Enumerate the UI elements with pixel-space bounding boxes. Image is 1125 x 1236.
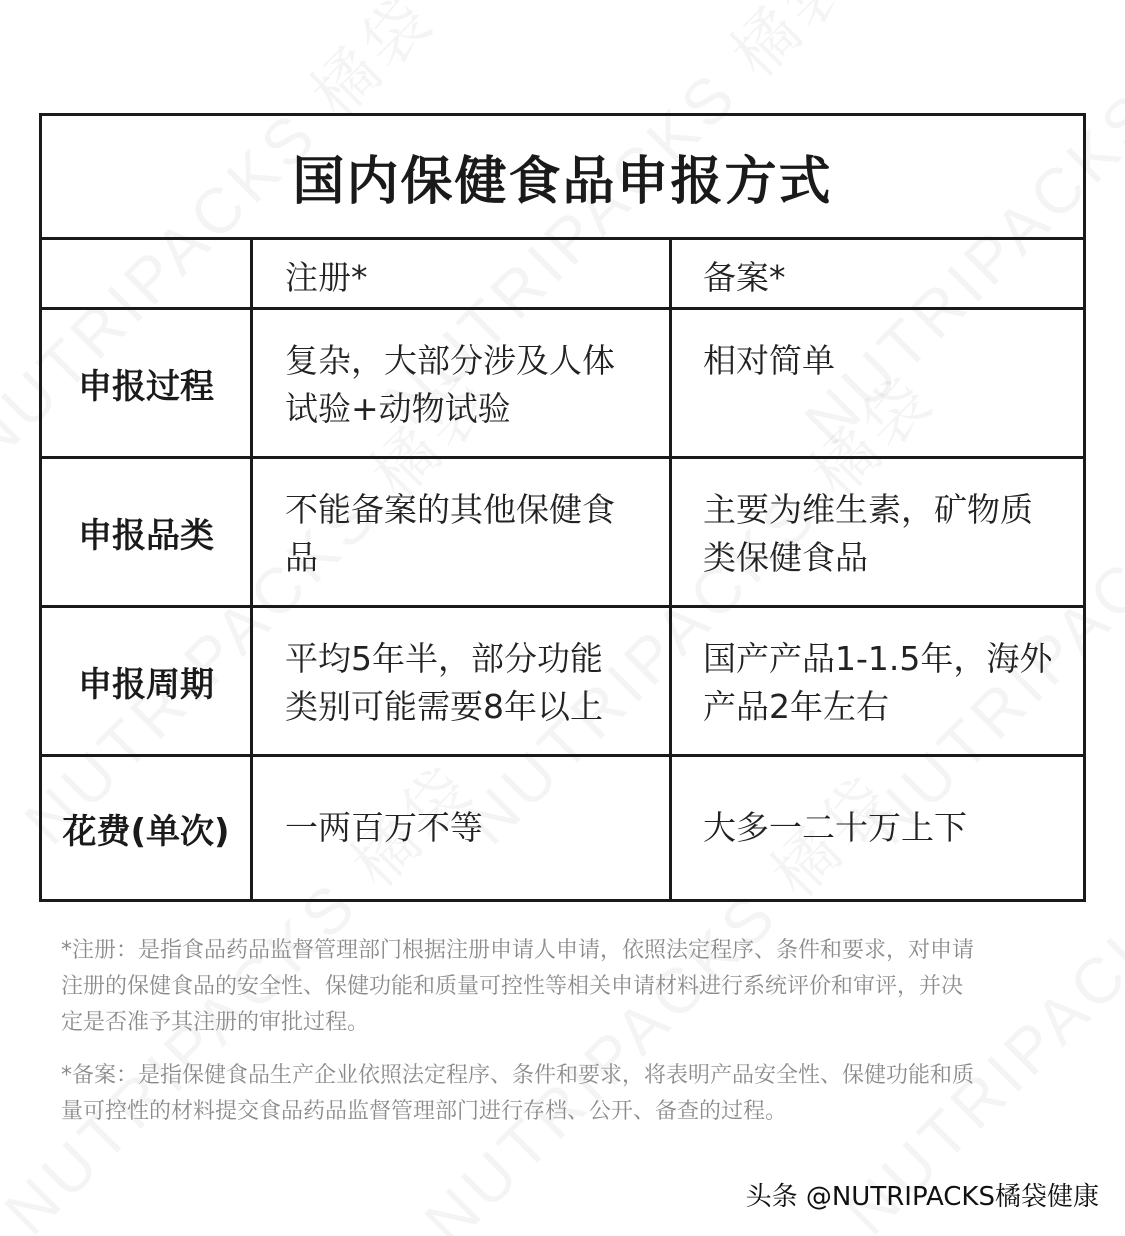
comparison-table: [39, 113, 1086, 902]
cell-line: 相对简单: [703, 341, 835, 380]
cell-text: [253, 608, 669, 731]
source-footer: 头条 @NUTRIPACKS橘袋健康: [745, 1182, 1099, 1212]
table-row: [42, 307, 1083, 456]
header-registration-cell: [250, 240, 669, 307]
cell-text: [672, 459, 1083, 582]
footnote-line: 量可控性的材料提交食品药品监督管理部门进行存档、公开、备查的过程。: [61, 1099, 788, 1124]
row-label: 申报品类: [78, 515, 214, 556]
cell-text: [253, 459, 669, 582]
cell-text: [253, 310, 669, 433]
row-label-cell: [42, 310, 250, 456]
row-label-cell: [42, 608, 250, 754]
table-header-row: [42, 237, 1083, 307]
header-empty-cell: [42, 240, 250, 307]
cell-line: 一两百万不等: [285, 808, 483, 847]
table-title: 国内保健食品申报方式: [292, 152, 833, 212]
registration-cell: [250, 310, 669, 456]
filing-cell: [669, 459, 1083, 605]
table-row: [42, 456, 1083, 605]
row-label: 申报过程: [78, 366, 214, 407]
filing-footnote: [61, 1058, 1071, 1130]
cell-line: 类保健食品: [703, 538, 868, 577]
cell-line: 平均5年半，部分功能: [285, 639, 603, 678]
cell-text: [672, 310, 1083, 385]
table-title-row: [42, 116, 1083, 237]
cell-line: 主要为维生素，矿物质: [703, 490, 1033, 529]
cell-line: 类别可能需要8年以上: [285, 687, 603, 726]
registration-cell: [250, 459, 669, 605]
cell-line: 不能备案的其他保健食: [285, 490, 615, 529]
cell-text: [672, 608, 1083, 731]
footnote-line: 注册的保健食品的安全性、保健功能和质量可控性等相关申请材料进行系统评价和审评，并决: [61, 974, 964, 999]
filing-cell: [669, 310, 1083, 456]
filing-cell: [669, 757, 1083, 899]
cell-line: 试验+动物试验: [285, 389, 511, 428]
table-row: [42, 605, 1083, 754]
cell-line: 大多一二十万上下: [703, 808, 967, 847]
registration-cell: [250, 608, 669, 754]
footnote-line: *注册：是指食品药品监督管理部门根据注册申请人申请，依照法定程序、条件和要求，对申请: [61, 938, 975, 963]
cell-text: [253, 804, 497, 852]
table-row: [42, 754, 1083, 899]
row-label-cell: [42, 459, 250, 605]
cell-line: 复杂，大部分涉及人体: [285, 341, 615, 380]
header-filing-cell: [669, 240, 1083, 307]
row-label: 申报周期: [78, 664, 214, 705]
cell-line: 国产产品1-1.5年，海外: [703, 639, 1053, 678]
registration-footnote: [61, 933, 1071, 1041]
header-filing: 备案*: [703, 258, 786, 297]
footnote-line: *备案：是指保健食品生产企业依照法定程序、条件和要求，将表明产品安全性、保健功能和质: [61, 1063, 975, 1088]
registration-cell: [250, 757, 669, 899]
cell-text: [672, 804, 981, 852]
footnote-line: 定是否准予其注册的审批过程。: [61, 1010, 370, 1035]
row-label-cell: [42, 757, 250, 899]
header-registration: 注册*: [285, 258, 368, 297]
filing-cell: [669, 608, 1083, 754]
cell-line: 产品2年左右: [703, 687, 889, 726]
row-label: 花费(单次): [62, 811, 230, 852]
cell-line: 品: [285, 538, 318, 577]
